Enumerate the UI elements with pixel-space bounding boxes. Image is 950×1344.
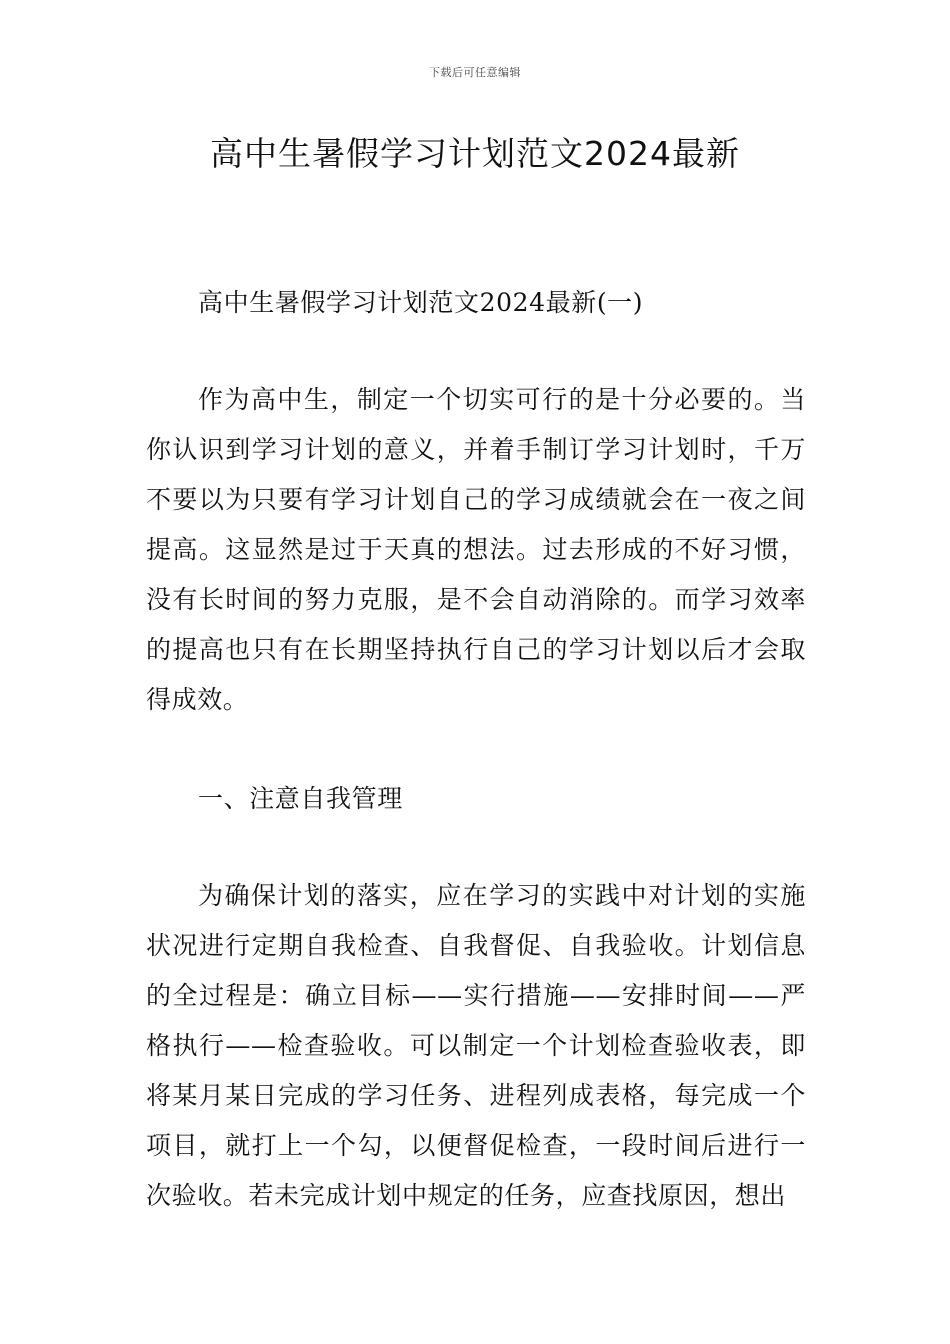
document-title: 高中生暑假学习计划范文2024最新: [210, 134, 740, 173]
paragraph-self-management: 为确保计划的落实，应在学习的实践中对计划的实施状况进行定期自我检查、自我督促、自我验收。计划信息的全过程是：确立目标——实行措施——安排时间——严格执行——检查验收。可以制定一个计划检查验收表，即将某月某日完成的学习任务、进程列成表格，每完成一个项目，就打上一个勾，以便督促检查，一段时间后进行一次验收。若未完成计划中规定的任务，应查找原因，想出: [146, 881, 806, 1210]
header-note: 下载后可任意编辑: [429, 66, 521, 79]
paragraph-intro: 作为高中生，制定一个切实可行的是十分必要的。当你认识到学习计划的意义，并着手制订学习计划时，千万不要以为只要有学习计划自己的学习成绩就会在一夜之间提高。这显然是过于天真的想法。过去形成的不好习惯，没有长时间的努力克服，是不会自动消除的。而学习效率的提高也只有在长期坚持执行自己的学习计划以后才会取得成效。: [146, 385, 806, 714]
section-title: 高中生暑假学习计划范文2024最新(一): [198, 288, 644, 317]
heading-self-management: 一、注意自我管理: [198, 784, 403, 813]
